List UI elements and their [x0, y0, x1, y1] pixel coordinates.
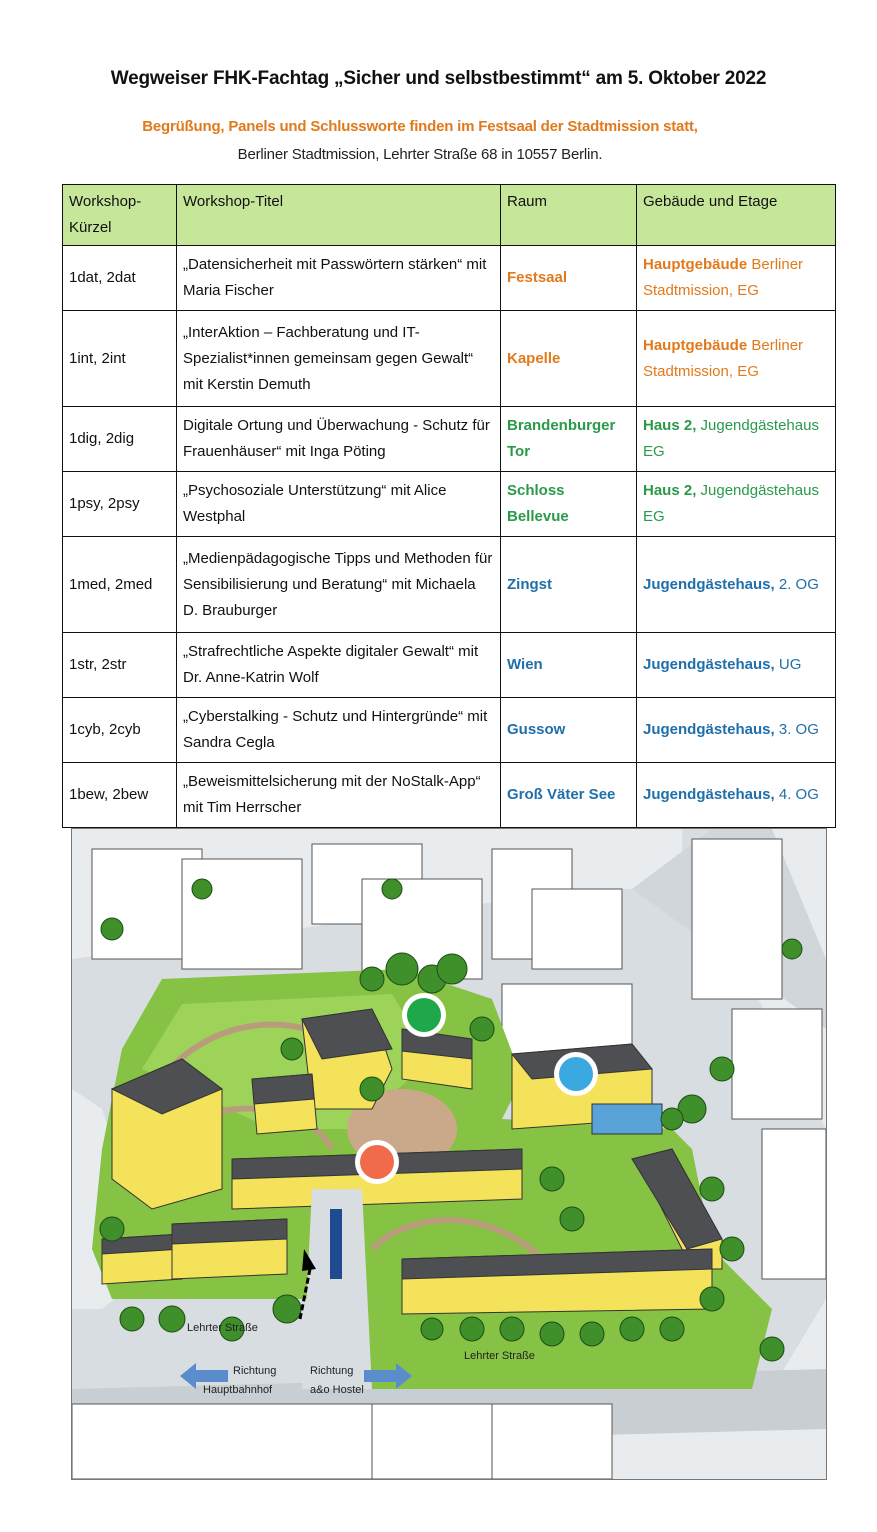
cell-code: 1dat, 2dat: [63, 246, 177, 311]
table-row: [63, 763, 836, 828]
cell-title: „Medienpädagogische Tipps und Methoden für Sensibilisierung und Beratung“ mit Michaela D. Brauburger: [177, 537, 501, 633]
header-room: Raum: [501, 185, 637, 246]
subtitle-address: Berliner Stadtmission, Lehrter Straße 68 in 10557 Berlin.: [237, 146, 603, 163]
arrow-right-icon: [364, 1363, 412, 1389]
street-label-lehrter-left: Lehrter Straße: [187, 1322, 258, 1334]
cell-title: „Datensicherheit mit Passwörtern stärken“ mit Maria Fischer: [177, 246, 501, 311]
cell-code: 1int, 2int: [63, 311, 177, 407]
cell-title: „Psychosoziale Unterstützung“ mit Alice Westphal: [177, 472, 501, 537]
table-row: [63, 633, 836, 698]
header-code: Workshop-Kürzel: [63, 185, 177, 246]
cell-building: Jugendgästehaus, 4. OG: [637, 763, 836, 828]
table-row: [63, 246, 836, 311]
parked-vehicles: [330, 1209, 342, 1279]
table-row: [63, 472, 836, 537]
cell-room: Schloss Bellevue: [501, 472, 637, 537]
cell-room: Kapelle: [501, 311, 637, 407]
cell-building: Jugendgästehaus, UG: [637, 633, 836, 698]
table-row: [63, 311, 836, 407]
blue-marker: [559, 1057, 593, 1091]
table-row: [63, 537, 836, 633]
orange-marker: [360, 1145, 394, 1179]
cell-room: Gussow: [501, 698, 637, 763]
cell-title: „Strafrechtliche Aspekte digitaler Gewalt“ mit Dr. Anne-Katrin Wolf: [177, 633, 501, 698]
cell-room: Groß Väter See: [501, 763, 637, 828]
header-building: Gebäude und Etage: [637, 185, 836, 246]
page-title: Wegweiser FHK-Fachtag „Sicher und selbstbestimmt“ am 5. Oktober 2022: [110, 68, 767, 89]
cell-code: 1med, 2med: [63, 537, 177, 633]
cell-building: Jugendgästehaus, 2. OG: [637, 537, 836, 633]
cell-title: „InterAktion – Fachberatung und IT-Spezialist*innen gemeinsam gegen Gewalt“ mit Kerstin Demuth: [177, 311, 501, 407]
cell-code: 1bew, 2bew: [63, 763, 177, 828]
cell-building: Jugendgästehaus, 3. OG: [637, 698, 836, 763]
cell-code: 1psy, 2psy: [63, 472, 177, 537]
cell-room: Wien: [501, 633, 637, 698]
cell-room: Zingst: [501, 537, 637, 633]
table-row: [63, 698, 836, 763]
subtitle-venue: Begrüßung, Panels und Schlussworte finden im Festsaal der Stadtmission statt,: [142, 118, 698, 135]
green-marker: [407, 998, 441, 1032]
cell-code: 1str, 2str: [63, 633, 177, 698]
cell-room: Festsaal: [501, 246, 637, 311]
cell-building: Haus 2, Jugendgästehaus EG: [637, 472, 836, 537]
cell-title: „Cyberstalking - Schutz und Hintergründe“ mit Sandra Cegla: [177, 698, 501, 763]
cell-building: Hauptgebäude Berliner Stadtmission, EG: [637, 246, 836, 311]
street-label-lehrter-right: Lehrter Straße: [464, 1350, 535, 1362]
table-row: [63, 407, 836, 472]
cell-building: Hauptgebäude Berliner Stadtmission, EG: [637, 311, 836, 407]
cell-code: 1cyb, 2cyb: [63, 698, 177, 763]
cell-building: Haus 2, Jugendgästehaus EG: [637, 407, 836, 472]
cell-title: „Beweismittelsicherung mit der NoStalk-App“ mit Tim Herrscher: [177, 763, 501, 828]
workshop-table: [62, 184, 836, 828]
cell-room: Brandenburger Tor: [501, 407, 637, 472]
header-title: Workshop-Titel: [177, 185, 501, 246]
cell-code: 1dig, 2dig: [63, 407, 177, 472]
cell-title: Digitale Ortung und Überwachung - Schutz für Frauenhäuser“ mit Inga Pöting: [177, 407, 501, 472]
